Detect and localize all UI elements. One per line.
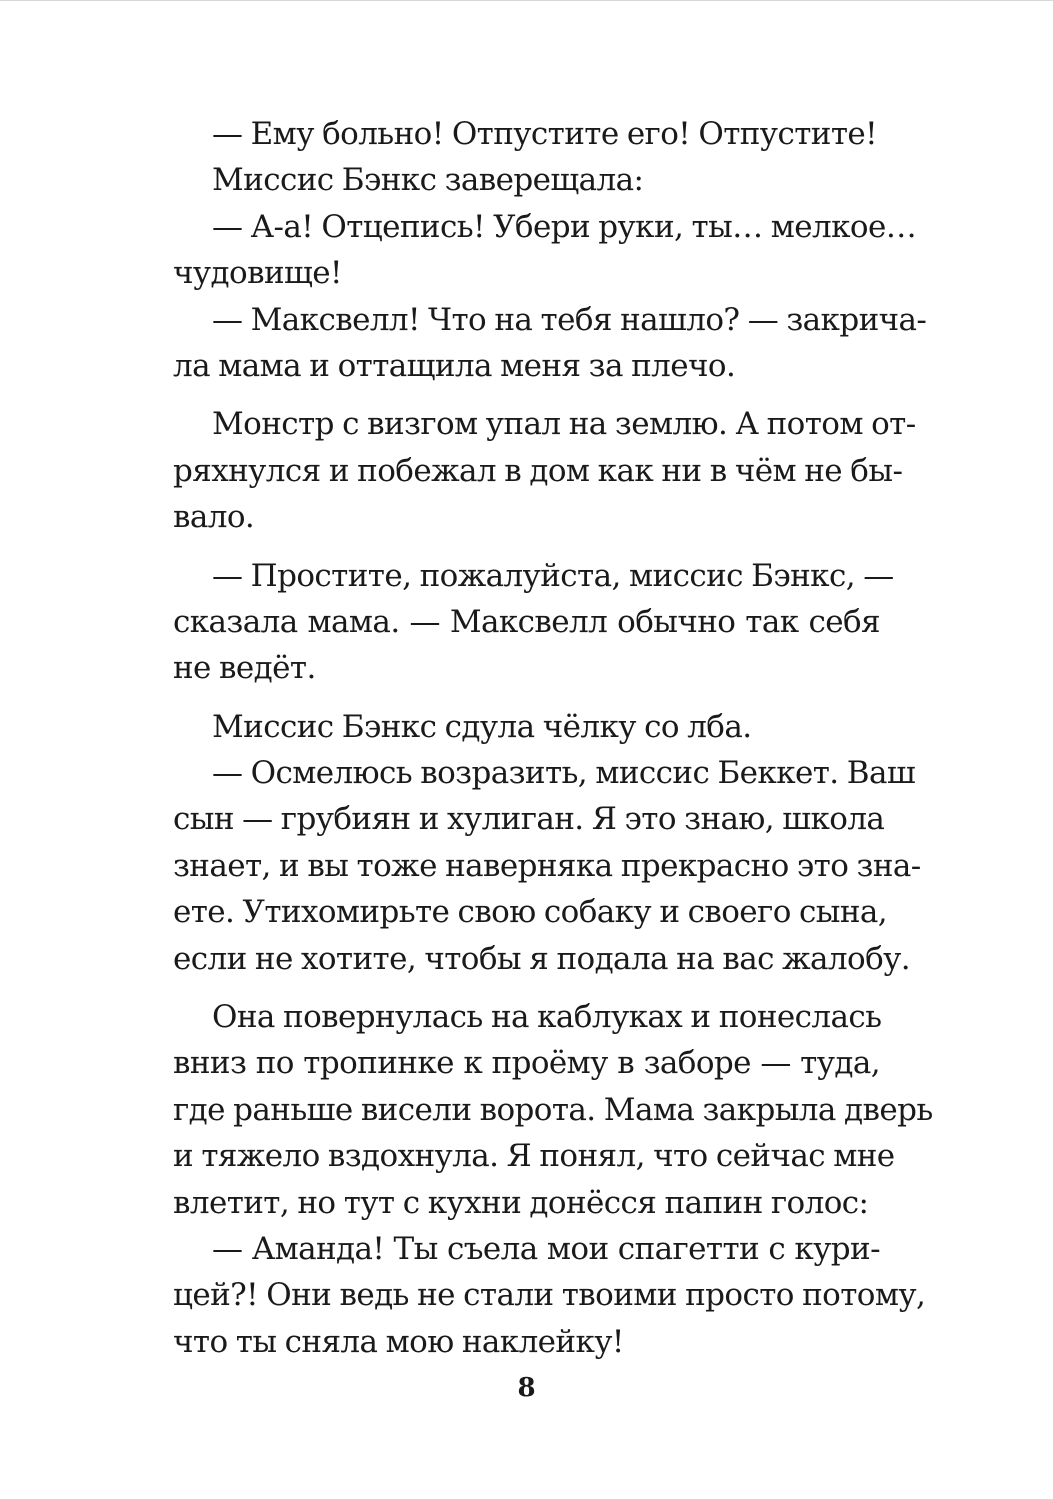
text-line: — Осмелюсь возразить, миссис Беккет. Ваш	[212, 755, 916, 792]
text-line: — Аманда! Ты съела мои спагетти с кури-	[212, 1230, 880, 1267]
text-line: Миссис Бэнкс заверещала:	[212, 162, 644, 199]
text-line: и тяжело вздохнула. Я понял, что сейчас мне	[173, 1138, 895, 1175]
text-line: вниз по тропинке к проёму в заборе — туда,	[173, 1045, 880, 1082]
text-line: Монстр с визгом упал на землю. А потом от-	[212, 406, 916, 443]
text-line: знает, и вы тоже наверняка прекрасно это зна-	[173, 847, 921, 884]
text-line: сказала мама. — Максвелл обычно так себя	[173, 603, 880, 640]
text-line: — Простите, пожалуйста, миссис Бэнкс, —	[212, 557, 894, 594]
page-text	[173, 111, 933, 1365]
text-line: чудовище!	[173, 255, 342, 292]
text-line: если не хотите, чтобы я подала на вас жалобу.	[173, 940, 911, 977]
text-line: — Максвелл! Что на тебя нашло? — закрича-	[212, 301, 927, 338]
text-line: ете. Утихомирьте свою собаку и своего сына,	[173, 894, 888, 931]
text-line: не ведёт.	[173, 650, 316, 687]
text-line: — А-а! Отцепись! Убери руки, ты… мелкое…	[212, 208, 917, 245]
text-line: ла мама и оттащила меня за плечо.	[173, 347, 736, 384]
text-line: сын — грубиян и хулиган. Я это знаю, школа	[173, 801, 885, 838]
text-line: влетит, но тут с кухни донёсся папин голос:	[173, 1184, 869, 1221]
text-line: цей?! Они ведь не стали твоими просто потому,	[173, 1277, 926, 1314]
text-line: Она повернулась на каблуках и понеслась	[212, 999, 882, 1036]
text-line: что ты сняла мою наклейку!	[173, 1323, 624, 1360]
text-line: — Ему больно! Отпустите его! Отпустите!	[212, 116, 877, 152]
text-line: вало.	[173, 499, 255, 536]
text-line: где раньше висели ворота. Мама закрыла дверь	[173, 1091, 933, 1128]
text-line: Миссис Бэнкс сдула чёлку со лба.	[212, 708, 752, 745]
text-line: ряхнулся и побежал в дом как ни в чём не бы-	[173, 452, 903, 489]
page-number: 8	[517, 1373, 536, 1403]
